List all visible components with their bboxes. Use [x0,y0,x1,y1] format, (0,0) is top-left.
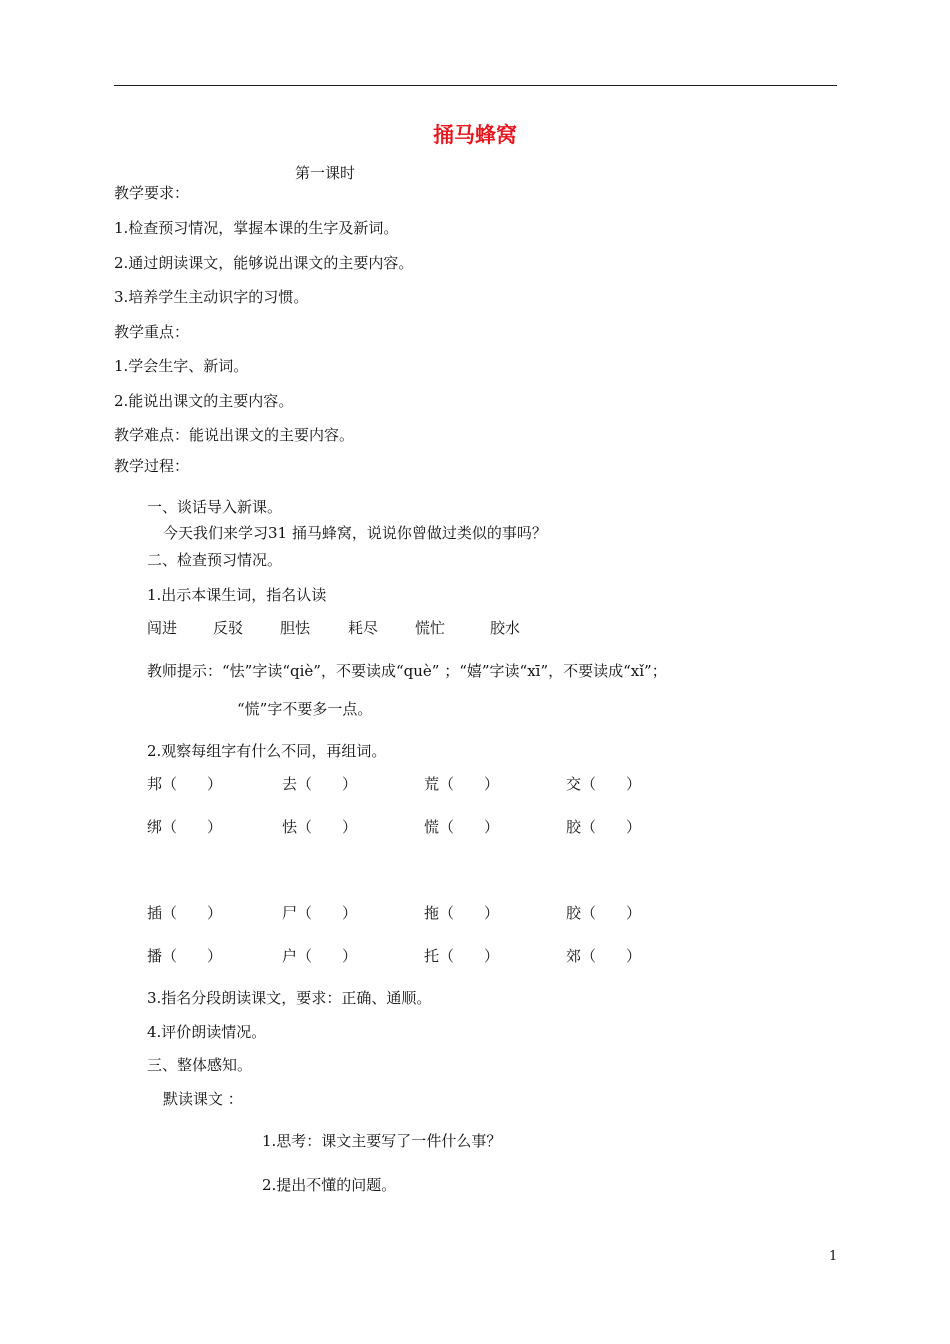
teacher-tip-line-1: 教师提示：“怯”字读“qiè”，不要读成“què” ；“嬉”字读“xī”，不要读成“xǐ”； [147,662,667,680]
step-one-heading: 一、谈话导入新课。 [147,498,283,516]
page-number: 1 [829,1249,838,1264]
char-cell: 播（ ） [147,947,223,965]
vocab-word: 闯进 [147,619,178,637]
step-three-heading: 三、整体感知。 [147,1056,253,1074]
step-two-heading: 二、检查预习情况。 [147,551,283,569]
char-cell: 插（ ） [147,904,223,922]
char-cell: 荒（ ） [424,775,500,793]
step-three-question-1: 1.思考：课文主要写了一件什么事？ [262,1132,502,1150]
difficulty-line: 教学难点：能说出课文的主要内容。 [114,426,355,444]
char-cell: 胶（ ） [566,818,642,836]
requirement-item: 1.检查预习情况，掌握本课的生字及新词。 [114,219,399,237]
char-cell: 郊（ ） [566,947,642,965]
step-three-text: 默读课文 ： [163,1090,243,1108]
key-points-heading: 教学重点： [114,323,190,341]
char-cell: 怯（ ） [282,818,358,836]
requirement-item: 2.通过朗读课文，能够说出课文的主要内容。 [114,254,414,272]
char-cell: 户（ ） [282,947,358,965]
char-cell: 邦（ ） [147,775,223,793]
char-cell: 慌（ ） [424,818,500,836]
vocab-word: 胆怯 [280,619,311,637]
vocab-word: 慌忙 [415,619,446,637]
step-one-text: 今天我们来学习31 捅马蜂窝，说说你曾做过类似的事吗？ [163,524,547,542]
vocab-word: 耗尽 [348,619,379,637]
step-two-item-4: 4.评价朗读情况。 [147,1023,267,1041]
key-point-item: 1.学会生字、新词。 [114,357,249,375]
requirement-item: 3.培养学生主动识字的习惯。 [114,288,309,306]
requirements-heading: 教学要求： [114,184,190,202]
char-cell: 托（ ） [424,947,500,965]
vocab-word: 胶水 [490,619,521,637]
teacher-tip-line-2: “慌”字不要多一点。 [237,700,373,718]
header-rule [114,85,837,86]
char-cell: 绑（ ） [147,818,223,836]
document-title: 捅马蜂窝 [433,123,517,147]
step-two-item-3: 3.指名分段朗读课文，要求：正确、通顺。 [147,989,432,1007]
char-cell: 去（ ） [282,775,358,793]
char-cell: 交（ ） [566,775,642,793]
key-point-item: 2.能说出课文的主要内容。 [114,392,294,410]
char-cell: 尸（ ） [282,904,358,922]
char-cell: 胶（ ） [566,904,642,922]
char-cell: 拖（ ） [424,904,500,922]
step-three-question-2: 2.提出不懂的问题。 [262,1176,397,1194]
step-two-item-2: 2.观察每组字有什么不同，再组词。 [147,742,387,760]
lesson-label: 第一课时 [295,164,356,182]
process-heading: 教学过程： [114,457,190,475]
step-two-item-1: 1.出示本课生词，指名认读 [147,586,327,604]
vocab-word: 反驳 [213,619,244,637]
